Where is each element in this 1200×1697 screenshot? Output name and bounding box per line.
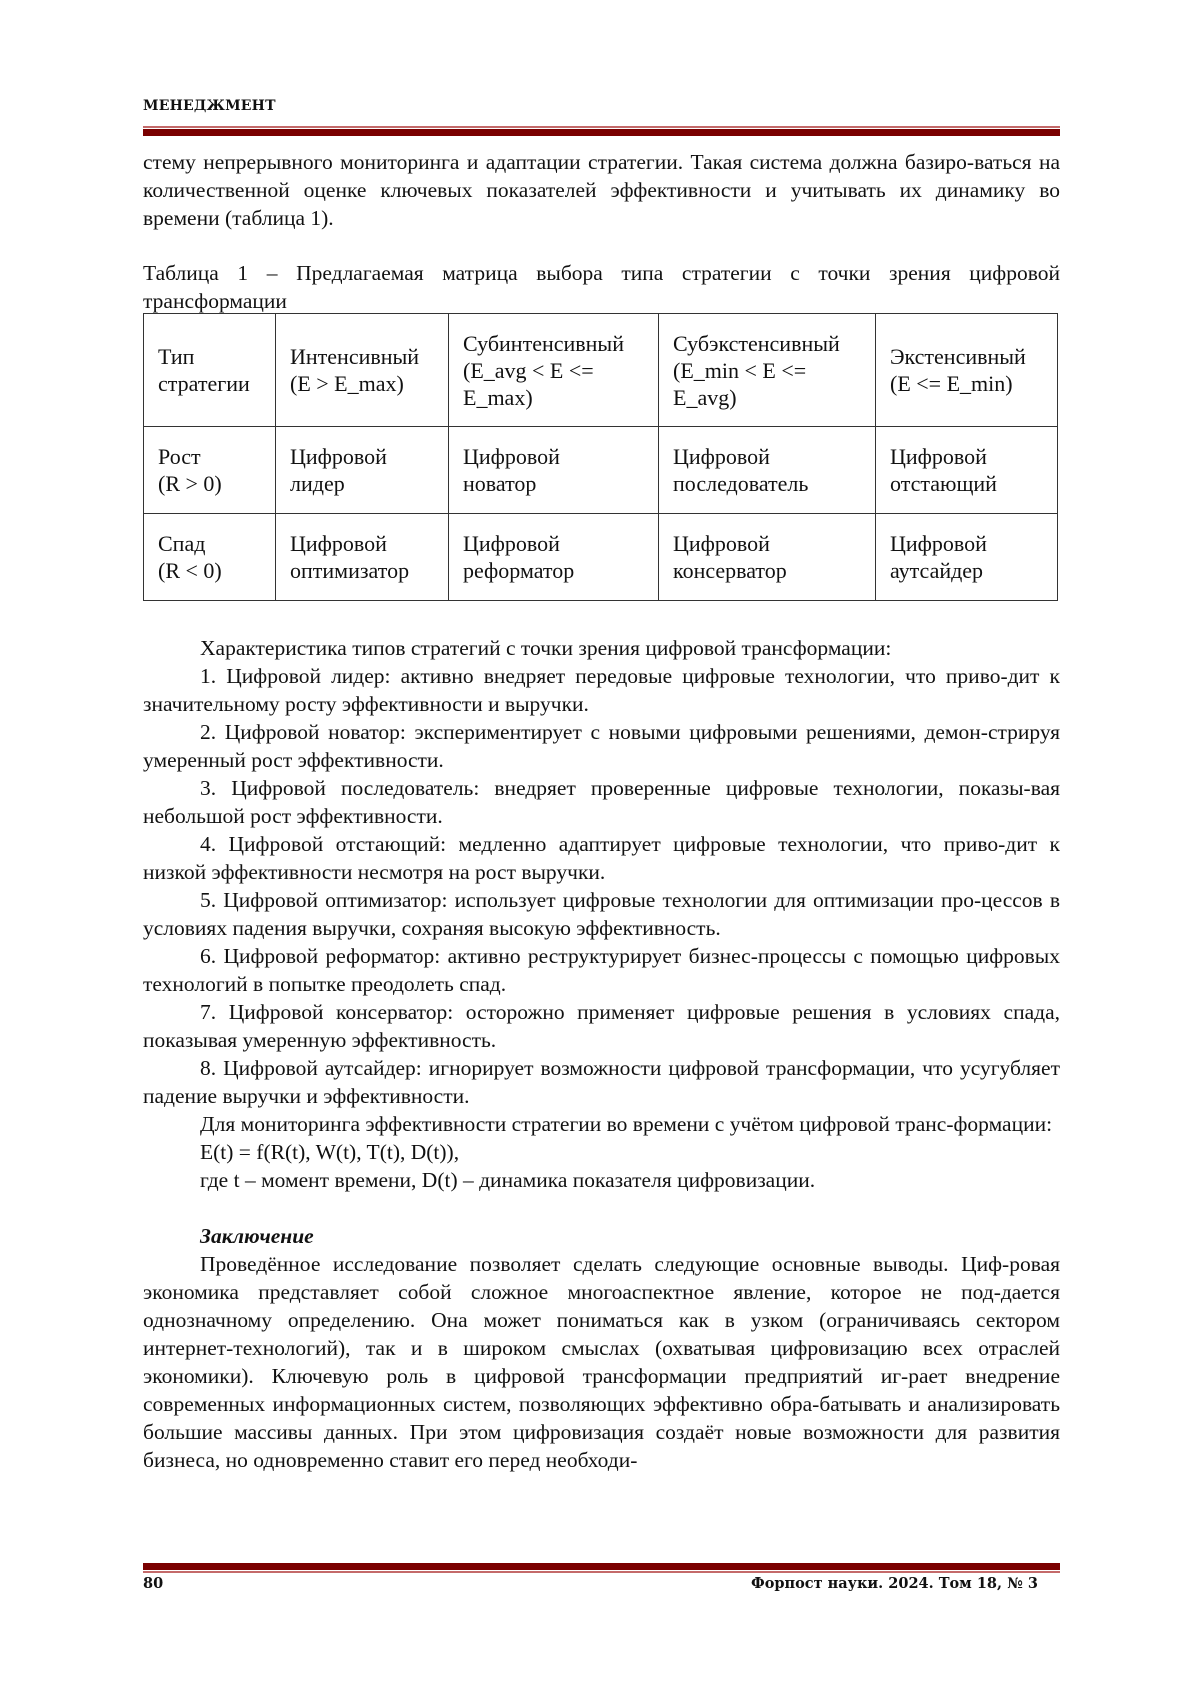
header-cell-strategy-type — [144, 314, 276, 427]
header-rule-thick — [143, 129, 1060, 136]
header-text: Тип — [158, 344, 195, 369]
cell-text: Цифровой — [290, 444, 387, 469]
table-header-row — [144, 314, 1058, 427]
monitoring-paragraph: Для мониторинга эффективности стратегии во времени с учётом цифровой транс-формации: — [200, 1112, 1053, 1136]
cell-text: Цифровой — [463, 531, 560, 556]
conclusion-title: Заключение — [200, 1224, 314, 1248]
row-label-cell — [144, 427, 276, 514]
list-item: 7. Цифровой консерватор: осторожно применяет цифровые решения в условиях спада, показывая умеренную эффективность. — [143, 1000, 1060, 1052]
list-item: 1. Цифровой лидер: активно внедряет передовые цифровые технологии, что приво-дит к значительному росту эффективности и выручки. — [143, 664, 1060, 716]
table-cell — [276, 514, 449, 601]
list-item: 2. Цифровой новатор: экспериментирует с новыми цифровыми решениями, демон-стрируя умеренный рост эффективности. — [143, 720, 1060, 772]
header-text: (E > E_max) — [290, 371, 404, 396]
conclusion-paragraph: Проведённое исследование позволяет сделать следующие основные выводы. Циф-ровая экономика представляет собой сложное многоаспектное явление, которое не под-дается однозначному определению. Она может пониматься как в узком (ограничиваясь сектором интернет-технологий), так и в широком смыслах (охватывая цифровизацию всех отраслей экономики). Ключевую роль в цифровой трансформации предприятий иг-рает внедрение современных информационных систем, позволяющих эффективно обра-батывать и анализировать большие массивы данных. При этом цифровизация создаёт новые возможности для развития бизнеса, но одновременно ставит его перед необходи- — [143, 1252, 1060, 1472]
row-label-text: (R > 0) — [158, 471, 222, 496]
strategy-matrix-table — [143, 313, 1058, 601]
header-text: Экстенсивный — [890, 344, 1026, 369]
header-text: стратегии — [158, 371, 250, 396]
table-cell — [659, 427, 876, 514]
footer-rule-thin — [143, 1571, 1060, 1573]
formula-note: где t – момент времени, D(t) – динамика показателя цифровизации. — [200, 1168, 816, 1192]
list-item: 6. Цифровой реформатор: активно реструктурирует бизнес-процессы с помощью цифровых технологий в попытке преодолеть спад. — [143, 944, 1060, 996]
row-label-text: (R < 0) — [158, 558, 222, 583]
row-label-text: Рост — [158, 444, 201, 469]
cell-text: аутсайдер — [890, 558, 984, 583]
header-rule — [143, 126, 1060, 136]
table-caption-text: Таблица 1 – Предлагаемая матрица выбора типа стратегии с точки зрения цифровой трансформации — [143, 261, 1060, 313]
footer-rule-thick — [143, 1563, 1060, 1570]
intro-text: стему непрерывного мониторинга и адаптации стратегии. Такая система должна базиро-ваться на количественной оценке ключевых показателей эффективности и учитывать их динамику во времени (таблица 1). — [143, 150, 1060, 230]
cell-text: Цифровой — [290, 531, 387, 556]
cell-text: консерватор — [673, 558, 787, 583]
table-row-decline — [144, 514, 1058, 601]
header-cell-intensive — [276, 314, 449, 427]
table-cell — [876, 514, 1058, 601]
header-text: Субинтенсивный — [463, 330, 624, 356]
cell-text: реформатор — [463, 558, 575, 583]
journal-citation: Форпост науки. 2024. Том 18, № 3 — [750, 1575, 1038, 1592]
header-text: (E_min < E <= — [673, 357, 807, 383]
cell-text: Цифровой — [890, 531, 987, 556]
cell-text: новатор — [463, 471, 537, 496]
cell-text: Цифровой — [673, 444, 770, 469]
formula: E(t) = f(R(t), W(t), T(t), D(t)), — [200, 1140, 460, 1164]
table-cell — [659, 514, 876, 601]
header-rule-thin — [143, 126, 1060, 128]
table-cell — [449, 514, 659, 601]
table-row-growth — [144, 427, 1058, 514]
header-cell-subintensive — [449, 314, 659, 427]
cell-text: лидер — [290, 471, 345, 496]
cell-text: оптимизатор — [290, 558, 410, 583]
header-cell-subextensive — [659, 314, 876, 427]
header-text: E_avg) — [673, 384, 737, 410]
table-cell — [876, 427, 1058, 514]
header-cell-extensive — [876, 314, 1058, 427]
table-caption — [143, 259, 1060, 315]
characteristics-intro: Характеристика типов стратегий с точки зрения цифровой трансформации: — [200, 636, 892, 660]
footer-rule — [143, 1563, 1060, 1573]
table-cell — [276, 427, 449, 514]
row-label-text: Спад — [158, 531, 206, 556]
header-text: Субэкстенсивный — [673, 330, 840, 356]
list-item: 8. Цифровой аутсайдер: игнорирует возможности цифровой трансформации, что усугубляет падение выручки и эффективности. — [143, 1056, 1060, 1108]
list-item: 3. Цифровой последователь: внедряет проверенные цифровые технологии, показы-вая небольшой рост эффективности. — [143, 776, 1060, 828]
cell-text: Цифровой — [463, 444, 560, 469]
cell-text: отстающий — [890, 471, 997, 496]
page-number: 80 — [143, 1575, 164, 1592]
row-label-cell — [144, 514, 276, 601]
cell-text: последователь — [673, 471, 809, 496]
characteristics-section — [143, 634, 1060, 1474]
header-text: E_max) — [463, 384, 533, 410]
list-item: 5. Цифровой оптимизатор: использует цифровые технологии для оптимизации про-цессов в условиях падения выручки, сохраняя высокую эффективность. — [143, 888, 1060, 940]
table-cell — [449, 427, 659, 514]
cell-text: Цифровой — [890, 444, 987, 469]
header-text: (E <= E_min) — [890, 371, 1013, 396]
list-item: 4. Цифровой отстающий: медленно адаптирует цифровые технологии, что приво-дит к низкой эффективности несмотря на рост выручки. — [143, 832, 1060, 884]
running-head: МЕНЕДЖМЕНТ — [143, 98, 276, 114]
cell-text: Цифровой — [673, 531, 770, 556]
intro-paragraph — [143, 148, 1060, 232]
header-text: Интенсивный — [290, 344, 420, 369]
header-text: (E_avg < E <= — [463, 357, 594, 383]
spacer — [143, 1194, 1060, 1222]
